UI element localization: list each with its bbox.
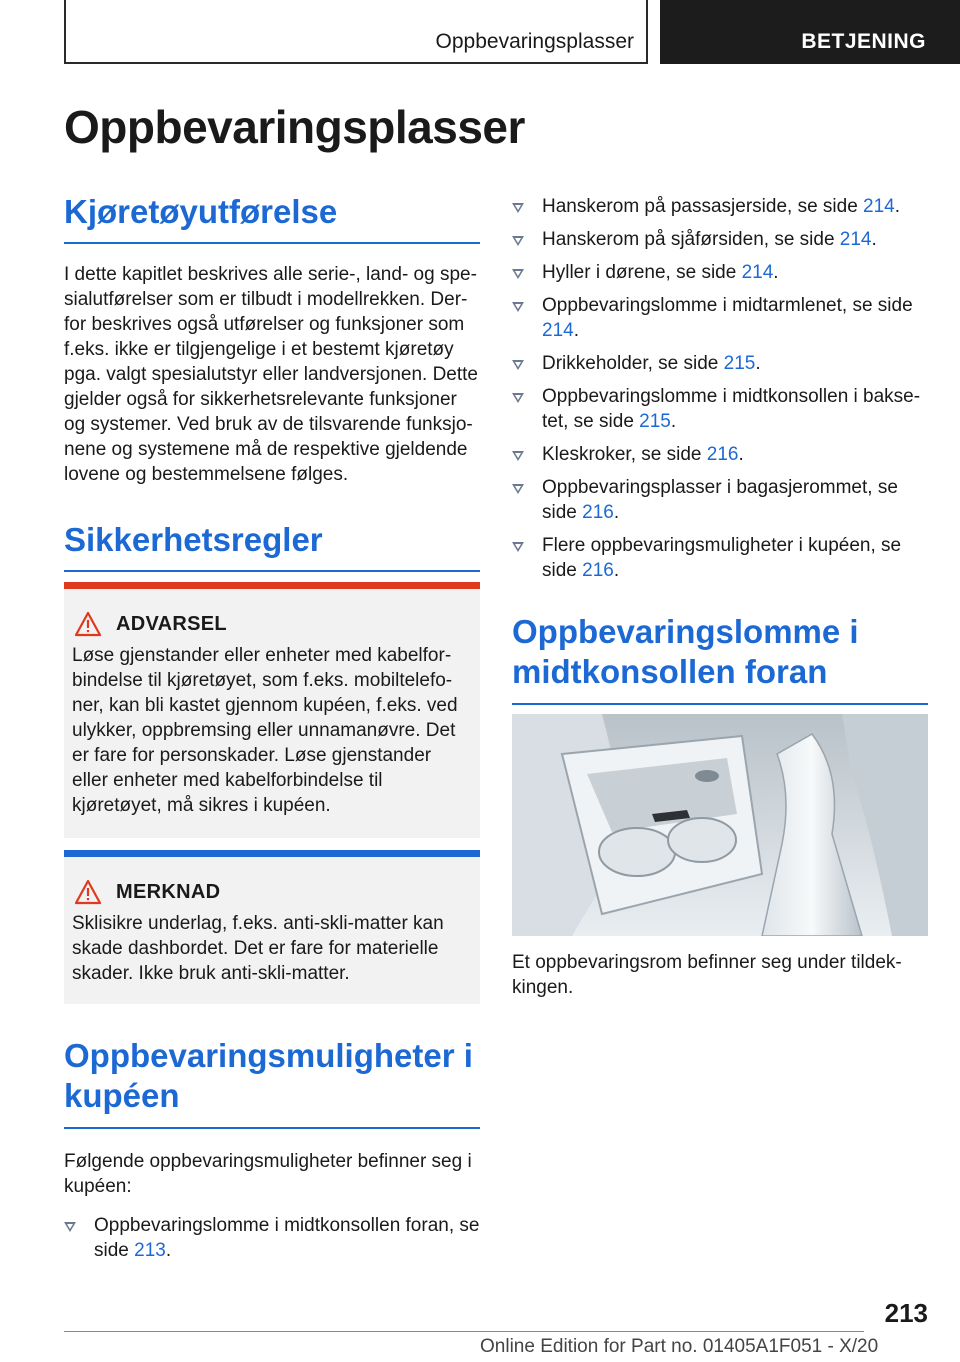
header-chapter-label: BETJENING	[801, 30, 926, 53]
list-item: Drikkeholder, se side 215.	[512, 351, 928, 376]
header-section-title: Oppbevaringsplasser	[435, 30, 634, 53]
bullet-triangle-icon	[512, 484, 524, 494]
page-reference-link[interactable]: 216	[706, 444, 739, 465]
page-reference-link[interactable]: 215	[639, 411, 671, 432]
list-item: Oppbevaringslomme i midtkonsollen i bakse-tet, se side 215.	[512, 384, 928, 434]
section-heading-options: Oppbevaringsmuligheter i kupéen	[64, 1036, 480, 1129]
header-title-box	[64, 0, 648, 64]
page-reference-link[interactable]: 213	[134, 1239, 166, 1261]
list-item: Flere oppbevaringsmuligheter i kupéen, se side 216.	[512, 533, 928, 583]
section-safety	[64, 520, 480, 572]
bullet-triangle-icon	[64, 1222, 76, 1232]
list-item: Hanskerom på sjåførsiden, se side 214.	[512, 227, 928, 252]
list-item: Hanskerom på passasjerside, se side 214.	[512, 194, 928, 219]
section-console	[512, 612, 928, 705]
page-reference-link[interactable]: 214	[542, 320, 574, 341]
section-options	[64, 1036, 480, 1263]
bullet-triangle-icon	[512, 451, 524, 461]
section-heading-console: Oppbevaringslomme i midtkonsollen foran	[512, 612, 928, 705]
page-reference-link[interactable]: 214	[741, 262, 774, 283]
options-intro: Følgende oppbevaringsmuligheter befinner seg i kupéen:	[64, 1150, 472, 1197]
note-text: Sklisikre underlag, f.eks. anti-skli-matter kan skade dashbordet. Det er fare for materielle skader. Ikke bruk anti-skli-matter.	[72, 913, 444, 984]
note-callout	[64, 850, 480, 1004]
options-list-left	[64, 1213, 480, 1263]
page-reference-link[interactable]: 215	[723, 353, 756, 374]
list-item: Hyller i dørene, se side 214.	[512, 260, 928, 285]
bullet-triangle-icon	[512, 360, 524, 370]
page-reference-link[interactable]: 214	[863, 196, 895, 217]
list-item: Oppbevaringsplasser i bagasjerommet, se side 216.	[512, 475, 928, 525]
bullet-triangle-icon	[512, 542, 524, 552]
page-reference-link[interactable]: 216	[582, 502, 614, 523]
console-caption: Et oppbevaringsrom befinner seg under tildek-kingen.	[512, 952, 902, 998]
section-heading-vehicle: Kjøretøyutførelse	[64, 192, 480, 244]
section-vehicle	[64, 192, 480, 487]
bullet-triangle-icon	[512, 236, 524, 246]
warning-text: Løse gjenstander eller enheter med kabelfor-bindelse til kjøretøyet, som f.eks. mobiltelefo-ner, kan bli kastet gjennom kupéen, f.eks. ved ulykker, oppbremsing eller unnamanøvre. Det er fare for personskader. Løse gjenstander eller enheter med kabelforbindelse til kjøretøyet, må sikres i kupéen.	[72, 645, 458, 816]
warning-triangle-icon	[74, 611, 102, 637]
header-chapter-tab	[660, 0, 960, 64]
list-item: Kleskroker, se side 216.	[512, 442, 928, 467]
bullet-triangle-icon	[512, 302, 524, 312]
warning-callout	[64, 582, 480, 838]
options-list-right	[512, 194, 928, 591]
page-reference-link[interactable]: 214	[839, 229, 872, 250]
page-reference-link[interactable]: 216	[582, 560, 614, 581]
note-triangle-icon	[74, 879, 102, 905]
bullet-triangle-icon	[512, 393, 524, 403]
footer-rule	[64, 1331, 864, 1332]
vehicle-body-text: I dette kapitlet beskrives alle serie-, land- og spe-sialutførelser som er tilbudt i modellrekken. Der-for beskrives også utførelser og funksjoner som f.eks. ikke er tilgjengelige i et bestemt kjøretøy pga. valgt spesialutstyr eller landversjonen. Dette gjelder også for sikkerhetsrelevante funksjoner og systemer. Ved bruk av de tilsvarende funksjo-nene og systemene må de respektive gjeldende lovene og bestemmelsene følges.	[64, 264, 479, 486]
center-console-storage-photo	[512, 714, 928, 936]
list-item: Oppbevaringslomme i midtarmlenet, se side 214.	[512, 293, 928, 343]
footer-edition: Online Edition for Part no. 01405A1F051 - X/20	[480, 1336, 879, 1357]
page-title: Oppbevaringsplasser	[64, 101, 525, 153]
bullet-triangle-icon	[512, 269, 524, 279]
page-number: 213	[884, 1298, 928, 1328]
bullet-triangle-icon	[512, 203, 524, 213]
warning-title: ADVARSEL	[116, 612, 227, 635]
section-heading-safety: Sikkerhetsregler	[64, 520, 480, 572]
list-item: Oppbevaringslomme i midtkonsollen foran, se side 213.	[64, 1213, 480, 1263]
note-title: MERKNAD	[116, 880, 221, 903]
